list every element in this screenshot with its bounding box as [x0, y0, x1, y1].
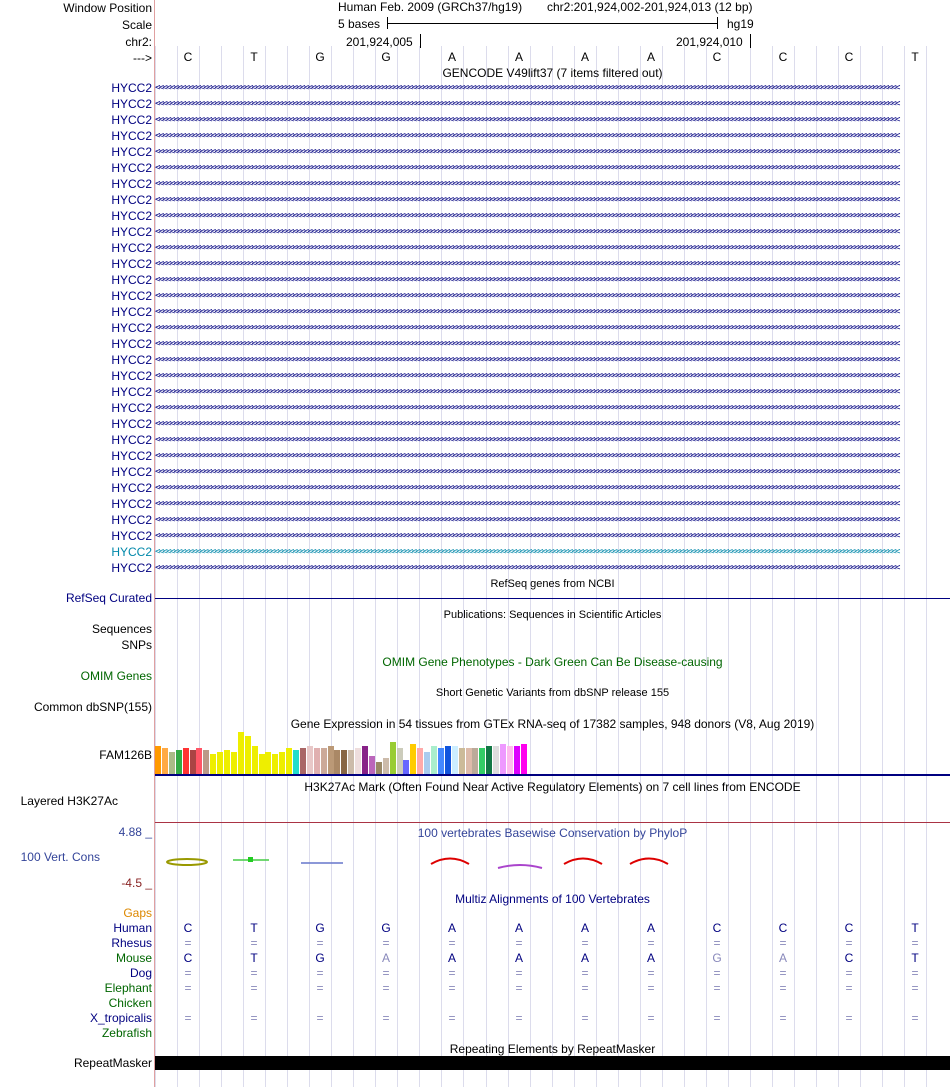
- alignment-base: =: [184, 966, 192, 980]
- alignment-base: C: [183, 921, 193, 935]
- h3k27ac-line: [155, 822, 950, 823]
- gtex-bar[interactable]: [231, 752, 237, 774]
- gene-row[interactable]: <<<<<<<<<<<<<<<<<<<<<<<<<<<<<<<<<<<<<<<<<<<<<<<<<<<<<<<<<<<<<<<<<<<<<<<<<<<<<<<<<<<<<<<<<<<<<<<<<<<<<<<<<<<<<<<<<<<<<<<<<<<<<<<<<<<<<<<<<<<<<<<<<<<<<<<<<<<<<<<<<<<<<<<<<<<<<<<<<<<<<<<<<<<<<<<<<<<<<<<<: [155, 451, 899, 461]
- alignment-base: =: [184, 1011, 192, 1025]
- base: T: [250, 50, 258, 64]
- base: G: [315, 50, 325, 64]
- gtex-bar[interactable]: [452, 746, 458, 774]
- gene-label[interactable]: HYCC2: [111, 353, 152, 367]
- gene-label[interactable]: HYCC2: [111, 113, 152, 127]
- gtex-bar[interactable]: [466, 748, 472, 774]
- alignment-base: =: [911, 936, 919, 950]
- gene-label[interactable]: HYCC2: [111, 161, 152, 175]
- gene-label[interactable]: HYCC2: [111, 433, 152, 447]
- gene-row[interactable]: <<<<<<<<<<<<<<<<<<<<<<<<<<<<<<<<<<<<<<<<<<<<<<<<<<<<<<<<<<<<<<<<<<<<<<<<<<<<<<<<<<<<<<<<<<<<<<<<<<<<<<<<<<<<<<<<<<<<<<<<<<<<<<<<<<<<<<<<<<<<<<<<<<<<<<<<<<<<<<<<<<<<<<<<<<<<<<<<<<<<<<<<<<<<<<<<<<<<<<<<: [155, 147, 899, 157]
- gtex-bar[interactable]: [293, 750, 299, 774]
- alignment-base: =: [250, 1011, 258, 1025]
- alignment-base: A: [514, 951, 523, 965]
- phylop-mark: [431, 859, 469, 865]
- alignment-base: =: [713, 966, 721, 980]
- strand-label: --->: [133, 51, 152, 65]
- gene-label[interactable]: HYCC2: [111, 305, 152, 319]
- alignment-base: =: [581, 1011, 589, 1025]
- species-label[interactable]: Dog: [129, 966, 152, 980]
- alignment-base: =: [382, 981, 390, 995]
- gene-label[interactable]: HYCC2: [111, 209, 152, 223]
- dbsnp-label[interactable]: Common dbSNP(155): [33, 700, 152, 714]
- alignment-base: =: [713, 1011, 721, 1025]
- gene-row[interactable]: <<<<<<<<<<<<<<<<<<<<<<<<<<<<<<<<<<<<<<<<<<<<<<<<<<<<<<<<<<<<<<<<<<<<<<<<<<<<<<<<<<<<<<<<<<<<<<<<<<<<<<<<<<<<<<<<<<<<<<<<<<<<<<<<<<<<<<<<<<<<<<<<<<<<<<<<<<<<<<<<<<<<<<<<<<<<<<<<<<<<<<<<<<<<<<<<<<<<<<<<: [155, 547, 899, 557]
- scale-tick-right: [717, 17, 718, 29]
- gene-row[interactable]: <<<<<<<<<<<<<<<<<<<<<<<<<<<<<<<<<<<<<<<<<<<<<<<<<<<<<<<<<<<<<<<<<<<<<<<<<<<<<<<<<<<<<<<<<<<<<<<<<<<<<<<<<<<<<<<<<<<<<<<<<<<<<<<<<<<<<<<<<<<<<<<<<<<<<<<<<<<<<<<<<<<<<<<<<<<<<<<<<<<<<<<<<<<<<<<<<<<<<<<<: [155, 339, 899, 349]
- base: T: [911, 50, 919, 64]
- alignment-base: A: [646, 921, 655, 935]
- base: C: [712, 50, 722, 64]
- gtex-bar[interactable]: [245, 736, 251, 774]
- alignment-base: =: [250, 981, 258, 995]
- base: A: [646, 50, 655, 64]
- position-text: chr2:201,924,002-201,924,013 (12 bp): [547, 0, 753, 14]
- gtex-bar[interactable]: [196, 748, 202, 774]
- base: C: [778, 50, 788, 64]
- alignment-base: =: [515, 1011, 523, 1025]
- coord-2: 201,924,010: [676, 35, 743, 49]
- gene-label[interactable]: HYCC2: [111, 385, 152, 399]
- alignment-base: A: [447, 951, 456, 965]
- alignment-base: =: [316, 966, 324, 980]
- alignment-base: =: [647, 966, 655, 980]
- gene-row[interactable]: <<<<<<<<<<<<<<<<<<<<<<<<<<<<<<<<<<<<<<<<<<<<<<<<<<<<<<<<<<<<<<<<<<<<<<<<<<<<<<<<<<<<<<<<<<<<<<<<<<<<<<<<<<<<<<<<<<<<<<<<<<<<<<<<<<<<<<<<<<<<<<<<<<<<<<<<<<<<<<<<<<<<<<<<<<<<<<<<<<<<<<<<<<<<<<<<<<<<<<<<: [155, 211, 899, 221]
- alignment-base: =: [515, 966, 523, 980]
- alignment-base: G: [381, 921, 391, 935]
- alignment-base: A: [646, 951, 655, 965]
- gtex-bar[interactable]: [459, 748, 465, 774]
- alignment-base: =: [316, 981, 324, 995]
- gtex-bar[interactable]: [383, 758, 389, 774]
- gtex-bar[interactable]: [224, 750, 230, 774]
- gtex-bar[interactable]: [300, 748, 306, 774]
- alignment-base: =: [779, 966, 787, 980]
- multiz-title[interactable]: Multiz Alignments of 100 Vertebrates: [455, 892, 650, 906]
- gene-label[interactable]: HYCC2: [111, 129, 152, 143]
- gtex-bar[interactable]: [410, 744, 416, 774]
- species-label[interactable]: Chicken: [108, 996, 152, 1010]
- scale-bar: [387, 23, 718, 24]
- gene-label[interactable]: HYCC2: [111, 145, 152, 159]
- alignment-base: =: [845, 981, 853, 995]
- gene-label[interactable]: HYCC2: [111, 97, 152, 111]
- alignment-base: =: [184, 936, 192, 950]
- gtex-bar[interactable]: [507, 746, 513, 774]
- gene-label[interactable]: HYCC2: [111, 401, 152, 415]
- gtex-bar[interactable]: [417, 748, 423, 774]
- gene-row[interactable]: <<<<<<<<<<<<<<<<<<<<<<<<<<<<<<<<<<<<<<<<<<<<<<<<<<<<<<<<<<<<<<<<<<<<<<<<<<<<<<<<<<<<<<<<<<<<<<<<<<<<<<<<<<<<<<<<<<<<<<<<<<<<<<<<<<<<<<<<<<<<<<<<<<<<<<<<<<<<<<<<<<<<<<<<<<<<<<<<<<<<<<<<<<<<<<<<<<<<<<<<: [155, 387, 899, 397]
- gtex-bar[interactable]: [203, 750, 209, 774]
- scale-label: Scale: [121, 18, 152, 32]
- alignment-base: A: [580, 921, 589, 935]
- gene-row[interactable]: <<<<<<<<<<<<<<<<<<<<<<<<<<<<<<<<<<<<<<<<<<<<<<<<<<<<<<<<<<<<<<<<<<<<<<<<<<<<<<<<<<<<<<<<<<<<<<<<<<<<<<<<<<<<<<<<<<<<<<<<<<<<<<<<<<<<<<<<<<<<<<<<<<<<<<<<<<<<<<<<<<<<<<<<<<<<<<<<<<<<<<<<<<<<<<<<<<<<<<<<: [155, 531, 899, 541]
- gene-label[interactable]: HYCC2: [111, 529, 152, 543]
- gtex-bar[interactable]: [479, 748, 485, 774]
- alignment-base: =: [250, 966, 258, 980]
- gtex-bar-chart[interactable]: [155, 730, 950, 774]
- alignment-base: G: [712, 951, 722, 965]
- gtex-title[interactable]: Gene Expression in 54 tissues from GTEx RNA-seq of 17382 samples, 948 donors (V8, Aug 2019): [290, 717, 815, 731]
- gene-row[interactable]: <<<<<<<<<<<<<<<<<<<<<<<<<<<<<<<<<<<<<<<<<<<<<<<<<<<<<<<<<<<<<<<<<<<<<<<<<<<<<<<<<<<<<<<<<<<<<<<<<<<<<<<<<<<<<<<<<<<<<<<<<<<<<<<<<<<<<<<<<<<<<<<<<<<<<<<<<<<<<<<<<<<<<<<<<<<<<<<<<<<<<<<<<<<<<<<<<<<<<<<<: [155, 227, 899, 237]
- alignment-base: =: [713, 981, 721, 995]
- gene-label[interactable]: HYCC2: [111, 513, 152, 527]
- gtex-bar[interactable]: [500, 744, 506, 774]
- gene-label[interactable]: HYCC2: [111, 337, 152, 351]
- gtex-bar[interactable]: [279, 752, 285, 774]
- gene-row[interactable]: <<<<<<<<<<<<<<<<<<<<<<<<<<<<<<<<<<<<<<<<<<<<<<<<<<<<<<<<<<<<<<<<<<<<<<<<<<<<<<<<<<<<<<<<<<<<<<<<<<<<<<<<<<<<<<<<<<<<<<<<<<<<<<<<<<<<<<<<<<<<<<<<<<<<<<<<<<<<<<<<<<<<<<<<<<<<<<<<<<<<<<<<<<<<<<<<<<<<<<<<: [155, 307, 899, 317]
- gencode-title[interactable]: GENCODE V49lift37 (7 items filtered out): [442, 66, 663, 80]
- alignment-base: T: [911, 951, 919, 965]
- alignment-base: G: [315, 951, 325, 965]
- refseq-label[interactable]: RefSeq Curated: [65, 591, 152, 605]
- gtex-bar[interactable]: [286, 748, 292, 774]
- gtex-bar[interactable]: [348, 750, 354, 774]
- alignment-base: T: [250, 921, 258, 935]
- gene-row[interactable]: <<<<<<<<<<<<<<<<<<<<<<<<<<<<<<<<<<<<<<<<<<<<<<<<<<<<<<<<<<<<<<<<<<<<<<<<<<<<<<<<<<<<<<<<<<<<<<<<<<<<<<<<<<<<<<<<<<<<<<<<<<<<<<<<<<<<<<<<<<<<<<<<<<<<<<<<<<<<<<<<<<<<<<<<<<<<<<<<<<<<<<<<<<<<<<<<<<<<<<<<: [155, 163, 899, 173]
- alignment-base: =: [779, 936, 787, 950]
- alignment-base: A: [381, 951, 390, 965]
- publications-title[interactable]: Publications: Sequences in Scientific Articles: [443, 609, 662, 621]
- gtex-label[interactable]: FAM126B: [99, 748, 152, 762]
- gene-label[interactable]: HYCC2: [111, 257, 152, 271]
- browser-image[interactable]: [155, 0, 950, 1087]
- alignment-base: C: [778, 921, 788, 935]
- alignment-base: =: [448, 1011, 456, 1025]
- species-label[interactable]: Elephant: [104, 981, 152, 995]
- refseq-line[interactable]: [155, 598, 950, 599]
- coord-2-tick: [750, 34, 751, 48]
- gtex-bar[interactable]: [493, 746, 499, 774]
- species-label[interactable]: Rhesus: [111, 936, 152, 950]
- gene-label[interactable]: HYCC2: [111, 177, 152, 191]
- species-label[interactable]: Mouse: [115, 951, 152, 965]
- gene-row[interactable]: <<<<<<<<<<<<<<<<<<<<<<<<<<<<<<<<<<<<<<<<<<<<<<<<<<<<<<<<<<<<<<<<<<<<<<<<<<<<<<<<<<<<<<<<<<<<<<<<<<<<<<<<<<<<<<<<<<<<<<<<<<<<<<<<<<<<<<<<<<<<<<<<<<<<<<<<<<<<<<<<<<<<<<<<<<<<<<<<<<<<<<<<<<<<<<<<<<<<<<<<: [155, 371, 899, 381]
- gtex-bar[interactable]: [334, 750, 340, 774]
- alignment-base: =: [448, 936, 456, 950]
- gtex-bar[interactable]: [252, 746, 258, 774]
- gene-row[interactable]: <<<<<<<<<<<<<<<<<<<<<<<<<<<<<<<<<<<<<<<<<<<<<<<<<<<<<<<<<<<<<<<<<<<<<<<<<<<<<<<<<<<<<<<<<<<<<<<<<<<<<<<<<<<<<<<<<<<<<<<<<<<<<<<<<<<<<<<<<<<<<<<<<<<<<<<<<<<<<<<<<<<<<<<<<<<<<<<<<<<<<<<<<<<<<<<<<<<<<<<<: [155, 291, 899, 301]
- alignment-base: =: [779, 981, 787, 995]
- phylop-mark: [498, 865, 542, 868]
- gtex-bar[interactable]: [514, 746, 520, 774]
- gene-row[interactable]: <<<<<<<<<<<<<<<<<<<<<<<<<<<<<<<<<<<<<<<<<<<<<<<<<<<<<<<<<<<<<<<<<<<<<<<<<<<<<<<<<<<<<<<<<<<<<<<<<<<<<<<<<<<<<<<<<<<<<<<<<<<<<<<<<<<<<<<<<<<<<<<<<<<<<<<<<<<<<<<<<<<<<<<<<<<<<<<<<<<<<<<<<<<<<<<<<<<<<<<<: [155, 435, 899, 445]
- gtex-bar[interactable]: [397, 748, 403, 774]
- gtex-bar[interactable]: [472, 748, 478, 774]
- alignment-base: =: [647, 936, 655, 950]
- base: A: [447, 50, 456, 64]
- alignment-base: C: [844, 951, 854, 965]
- omim-title[interactable]: OMIM Gene Phenotypes - Dark Green Can Be Disease-causing: [382, 655, 723, 669]
- gene-row[interactable]: <<<<<<<<<<<<<<<<<<<<<<<<<<<<<<<<<<<<<<<<<<<<<<<<<<<<<<<<<<<<<<<<<<<<<<<<<<<<<<<<<<<<<<<<<<<<<<<<<<<<<<<<<<<<<<<<<<<<<<<<<<<<<<<<<<<<<<<<<<<<<<<<<<<<<<<<<<<<<<<<<<<<<<<<<<<<<<<<<<<<<<<<<<<<<<<<<<<<<<<<: [155, 515, 899, 525]
- alignment-base: =: [911, 981, 919, 995]
- alignment-base: =: [647, 981, 655, 995]
- gene-label[interactable]: HYCC2: [111, 225, 152, 239]
- gtex-bar[interactable]: [355, 748, 361, 774]
- gene-row[interactable]: <<<<<<<<<<<<<<<<<<<<<<<<<<<<<<<<<<<<<<<<<<<<<<<<<<<<<<<<<<<<<<<<<<<<<<<<<<<<<<<<<<<<<<<<<<<<<<<<<<<<<<<<<<<<<<<<<<<<<<<<<<<<<<<<<<<<<<<<<<<<<<<<<<<<<<<<<<<<<<<<<<<<<<<<<<<<<<<<<<<<<<<<<<<<<<<<<<<<<<<<: [155, 99, 899, 109]
- phylop-mark: [248, 857, 253, 862]
- gene-label[interactable]: HYCC2: [111, 449, 152, 463]
- sequences-label[interactable]: Sequences: [91, 622, 152, 636]
- gene-label[interactable]: HYCC2: [111, 193, 152, 207]
- h3k27ac-label[interactable]: Layered H3K27Ac: [20, 794, 118, 808]
- gene-label[interactable]: HYCC2: [111, 241, 152, 255]
- alignment-base: C: [712, 921, 722, 935]
- phylop-mark: [630, 859, 668, 865]
- gene-row[interactable]: <<<<<<<<<<<<<<<<<<<<<<<<<<<<<<<<<<<<<<<<<<<<<<<<<<<<<<<<<<<<<<<<<<<<<<<<<<<<<<<<<<<<<<<<<<<<<<<<<<<<<<<<<<<<<<<<<<<<<<<<<<<<<<<<<<<<<<<<<<<<<<<<<<<<<<<<<<<<<<<<<<<<<<<<<<<<<<<<<<<<<<<<<<<<<<<<<<<<<<<<: [155, 131, 899, 141]
- gtex-bar[interactable]: [238, 732, 244, 774]
- gene-label[interactable]: HYCC2: [111, 289, 152, 303]
- phylop-label[interactable]: 100 Vert. Cons: [20, 850, 100, 864]
- alignment-base: T: [911, 921, 919, 935]
- gtex-bar[interactable]: [155, 746, 161, 774]
- gene-row[interactable]: <<<<<<<<<<<<<<<<<<<<<<<<<<<<<<<<<<<<<<<<<<<<<<<<<<<<<<<<<<<<<<<<<<<<<<<<<<<<<<<<<<<<<<<<<<<<<<<<<<<<<<<<<<<<<<<<<<<<<<<<<<<<<<<<<<<<<<<<<<<<<<<<<<<<<<<<<<<<<<<<<<<<<<<<<<<<<<<<<<<<<<<<<<<<<<<<<<<<<<<<: [155, 323, 899, 333]
- gtex-bar[interactable]: [521, 744, 527, 774]
- alignment-base: =: [911, 1011, 919, 1025]
- alignment-base: =: [515, 981, 523, 995]
- alignment-base: =: [779, 1011, 787, 1025]
- base: C: [183, 50, 193, 64]
- gene-row[interactable]: <<<<<<<<<<<<<<<<<<<<<<<<<<<<<<<<<<<<<<<<<<<<<<<<<<<<<<<<<<<<<<<<<<<<<<<<<<<<<<<<<<<<<<<<<<<<<<<<<<<<<<<<<<<<<<<<<<<<<<<<<<<<<<<<<<<<<<<<<<<<<<<<<<<<<<<<<<<<<<<<<<<<<<<<<<<<<<<<<<<<<<<<<<<<<<<<<<<<<<<<: [155, 115, 899, 125]
- gene-row[interactable]: <<<<<<<<<<<<<<<<<<<<<<<<<<<<<<<<<<<<<<<<<<<<<<<<<<<<<<<<<<<<<<<<<<<<<<<<<<<<<<<<<<<<<<<<<<<<<<<<<<<<<<<<<<<<<<<<<<<<<<<<<<<<<<<<<<<<<<<<<<<<<<<<<<<<<<<<<<<<<<<<<<<<<<<<<<<<<<<<<<<<<<<<<<<<<<<<<<<<<<<<: [155, 419, 899, 429]
- base: A: [580, 50, 589, 64]
- gene-label[interactable]: HYCC2: [111, 417, 152, 431]
- repeatmasker-label[interactable]: RepeatMasker: [73, 1056, 152, 1070]
- gene-label[interactable]: HYCC2: [111, 561, 152, 575]
- gtex-bar[interactable]: [265, 752, 271, 774]
- alignment-base: =: [581, 966, 589, 980]
- dbsnp-title[interactable]: Short Genetic Variants from dbSNP release 155: [435, 687, 670, 699]
- alignment-base: =: [184, 981, 192, 995]
- gene-label[interactable]: HYCC2: [111, 545, 152, 559]
- phylop-graph[interactable]: [155, 848, 950, 878]
- gene-row[interactable]: <<<<<<<<<<<<<<<<<<<<<<<<<<<<<<<<<<<<<<<<<<<<<<<<<<<<<<<<<<<<<<<<<<<<<<<<<<<<<<<<<<<<<<<<<<<<<<<<<<<<<<<<<<<<<<<<<<<<<<<<<<<<<<<<<<<<<<<<<<<<<<<<<<<<<<<<<<<<<<<<<<<<<<<<<<<<<<<<<<<<<<<<<<<<<<<<<<<<<<<<: [155, 563, 899, 573]
- gene-row[interactable]: <<<<<<<<<<<<<<<<<<<<<<<<<<<<<<<<<<<<<<<<<<<<<<<<<<<<<<<<<<<<<<<<<<<<<<<<<<<<<<<<<<<<<<<<<<<<<<<<<<<<<<<<<<<<<<<<<<<<<<<<<<<<<<<<<<<<<<<<<<<<<<<<<<<<<<<<<<<<<<<<<<<<<<<<<<<<<<<<<<<<<<<<<<<<<<<<<<<<<<<<: [155, 467, 899, 477]
- gene-row[interactable]: <<<<<<<<<<<<<<<<<<<<<<<<<<<<<<<<<<<<<<<<<<<<<<<<<<<<<<<<<<<<<<<<<<<<<<<<<<<<<<<<<<<<<<<<<<<<<<<<<<<<<<<<<<<<<<<<<<<<<<<<<<<<<<<<<<<<<<<<<<<<<<<<<<<<<<<<<<<<<<<<<<<<<<<<<<<<<<<<<<<<<<<<<<<<<<<<<<<<<<<<: [155, 403, 899, 413]
- alignment-base: =: [845, 966, 853, 980]
- gene-row[interactable]: <<<<<<<<<<<<<<<<<<<<<<<<<<<<<<<<<<<<<<<<<<<<<<<<<<<<<<<<<<<<<<<<<<<<<<<<<<<<<<<<<<<<<<<<<<<<<<<<<<<<<<<<<<<<<<<<<<<<<<<<<<<<<<<<<<<<<<<<<<<<<<<<<<<<<<<<<<<<<<<<<<<<<<<<<<<<<<<<<<<<<<<<<<<<<<<<<<<<<<<<: [155, 259, 899, 269]
- coord-1: 201,924,005: [346, 35, 413, 49]
- gtex-bar[interactable]: [314, 748, 320, 774]
- base: C: [844, 50, 854, 64]
- alignment-base: =: [581, 981, 589, 995]
- gtex-bar[interactable]: [403, 760, 409, 774]
- gtex-bar[interactable]: [183, 748, 189, 774]
- alignment-base: =: [316, 1011, 324, 1025]
- gtex-bar[interactable]: [390, 742, 396, 774]
- gene-label[interactable]: HYCC2: [111, 465, 152, 479]
- alignment-base: =: [448, 981, 456, 995]
- alignment-base: =: [448, 966, 456, 980]
- alignment-base: T: [250, 951, 258, 965]
- alignment-base: A: [580, 951, 589, 965]
- refseq-title[interactable]: RefSeq genes from NCBI: [490, 578, 615, 590]
- h3k27ac-title[interactable]: H3K27Ac Mark (Often Found Near Active Regulatory Elements) on 7 cell lines from ENCODE: [304, 780, 801, 794]
- gtex-bar[interactable]: [321, 748, 327, 774]
- gtex-bar[interactable]: [176, 750, 182, 774]
- gene-row[interactable]: <<<<<<<<<<<<<<<<<<<<<<<<<<<<<<<<<<<<<<<<<<<<<<<<<<<<<<<<<<<<<<<<<<<<<<<<<<<<<<<<<<<<<<<<<<<<<<<<<<<<<<<<<<<<<<<<<<<<<<<<<<<<<<<<<<<<<<<<<<<<<<<<<<<<<<<<<<<<<<<<<<<<<<<<<<<<<<<<<<<<<<<<<<<<<<<<<<<<<<<<: [155, 195, 899, 205]
- alignment-base: =: [250, 936, 258, 950]
- gtex-bar[interactable]: [438, 748, 444, 774]
- alignment-base: =: [845, 936, 853, 950]
- gtex-bar[interactable]: [424, 752, 430, 774]
- gtex-bar[interactable]: [328, 746, 334, 774]
- gtex-bar[interactable]: [431, 746, 437, 774]
- alignment-base: A: [778, 951, 787, 965]
- gtex-bar[interactable]: [376, 762, 382, 774]
- scale-bases-text: 5 bases: [338, 17, 381, 31]
- phylop-max-label: 4.88 _: [118, 825, 152, 839]
- assembly-text: Human Feb. 2009 (GRCh37/hg19): [338, 0, 523, 14]
- phylop-min-label: -4.5 _: [121, 876, 152, 890]
- alignment-base: =: [581, 936, 589, 950]
- gtex-bar[interactable]: [272, 754, 278, 774]
- window-position-label: Window Position: [63, 1, 152, 15]
- gtex-bar[interactable]: [307, 746, 313, 774]
- track-labels: [0, 0, 155, 1087]
- gtex-bar[interactable]: [445, 746, 451, 774]
- gtex-bar[interactable]: [362, 746, 368, 774]
- gene-label[interactable]: HYCC2: [111, 369, 152, 383]
- gene-label[interactable]: HYCC2: [111, 321, 152, 335]
- gene-label[interactable]: HYCC2: [111, 497, 152, 511]
- alignment-base: C: [844, 921, 854, 935]
- alignment-base: =: [911, 966, 919, 980]
- gtex-baseline: [155, 774, 950, 776]
- gtex-bar[interactable]: [190, 750, 196, 774]
- species-label[interactable]: Gaps: [123, 906, 152, 920]
- gtex-bar[interactable]: [162, 748, 168, 774]
- gene-row[interactable]: <<<<<<<<<<<<<<<<<<<<<<<<<<<<<<<<<<<<<<<<<<<<<<<<<<<<<<<<<<<<<<<<<<<<<<<<<<<<<<<<<<<<<<<<<<<<<<<<<<<<<<<<<<<<<<<<<<<<<<<<<<<<<<<<<<<<<<<<<<<<<<<<<<<<<<<<<<<<<<<<<<<<<<<<<<<<<<<<<<<<<<<<<<<<<<<<<<<<<<<<: [155, 275, 899, 285]
- snps-label[interactable]: SNPs: [121, 638, 152, 652]
- gene-label[interactable]: HYCC2: [111, 81, 152, 95]
- gene-row[interactable]: <<<<<<<<<<<<<<<<<<<<<<<<<<<<<<<<<<<<<<<<<<<<<<<<<<<<<<<<<<<<<<<<<<<<<<<<<<<<<<<<<<<<<<<<<<<<<<<<<<<<<<<<<<<<<<<<<<<<<<<<<<<<<<<<<<<<<<<<<<<<<<<<<<<<<<<<<<<<<<<<<<<<<<<<<<<<<<<<<<<<<<<<<<<<<<<<<<<<<<<<: [155, 499, 899, 509]
- alignment-base: A: [514, 921, 523, 935]
- repeatmasker-bar[interactable]: [155, 1056, 950, 1070]
- gtex-bar[interactable]: [486, 746, 492, 774]
- alignment-base: =: [382, 936, 390, 950]
- alignment-base: A: [447, 921, 456, 935]
- coord-1-tick: [420, 34, 421, 48]
- gene-label[interactable]: HYCC2: [111, 273, 152, 287]
- omim-label[interactable]: OMIM Genes: [80, 669, 152, 683]
- base: A: [514, 50, 523, 64]
- alignment-base: =: [713, 936, 721, 950]
- species-label[interactable]: Zebrafish: [101, 1026, 152, 1040]
- base: G: [381, 50, 391, 64]
- gtex-bar[interactable]: [210, 754, 216, 774]
- alignment-base: =: [515, 936, 523, 950]
- alignment-base: C: [183, 951, 193, 965]
- alignment-base: =: [382, 966, 390, 980]
- phylop-mark: [564, 859, 602, 865]
- gene-row[interactable]: <<<<<<<<<<<<<<<<<<<<<<<<<<<<<<<<<<<<<<<<<<<<<<<<<<<<<<<<<<<<<<<<<<<<<<<<<<<<<<<<<<<<<<<<<<<<<<<<<<<<<<<<<<<<<<<<<<<<<<<<<<<<<<<<<<<<<<<<<<<<<<<<<<<<<<<<<<<<<<<<<<<<<<<<<<<<<<<<<<<<<<<<<<<<<<<<<<<<<<<<: [155, 483, 899, 493]
- species-label[interactable]: X_tropicalis: [89, 1011, 152, 1025]
- gtex-bar[interactable]: [341, 750, 347, 774]
- db-text: hg19: [727, 17, 754, 31]
- alignment-base: =: [647, 1011, 655, 1025]
- alignment-base: G: [315, 921, 325, 935]
- chrom-label: chr2:: [125, 35, 152, 49]
- alignment-base: =: [845, 1011, 853, 1025]
- alignment-base: =: [382, 1011, 390, 1025]
- phylop-title[interactable]: 100 vertebrates Basewise Conservation by PhyloP: [417, 826, 688, 840]
- gtex-bar[interactable]: [217, 752, 223, 774]
- gene-row[interactable]: <<<<<<<<<<<<<<<<<<<<<<<<<<<<<<<<<<<<<<<<<<<<<<<<<<<<<<<<<<<<<<<<<<<<<<<<<<<<<<<<<<<<<<<<<<<<<<<<<<<<<<<<<<<<<<<<<<<<<<<<<<<<<<<<<<<<<<<<<<<<<<<<<<<<<<<<<<<<<<<<<<<<<<<<<<<<<<<<<<<<<<<<<<<<<<<<<<<<<<<<: [155, 179, 899, 189]
- repeatmasker-title[interactable]: Repeating Elements by RepeatMasker: [449, 1042, 656, 1056]
- gtex-bar[interactable]: [169, 752, 175, 774]
- gtex-bar[interactable]: [369, 756, 375, 774]
- phylop-mark: [167, 859, 207, 865]
- gene-row[interactable]: <<<<<<<<<<<<<<<<<<<<<<<<<<<<<<<<<<<<<<<<<<<<<<<<<<<<<<<<<<<<<<<<<<<<<<<<<<<<<<<<<<<<<<<<<<<<<<<<<<<<<<<<<<<<<<<<<<<<<<<<<<<<<<<<<<<<<<<<<<<<<<<<<<<<<<<<<<<<<<<<<<<<<<<<<<<<<<<<<<<<<<<<<<<<<<<<<<<<<<<<: [155, 243, 899, 253]
- species-label[interactable]: Human: [113, 921, 152, 935]
- gtex-bar[interactable]: [259, 754, 265, 774]
- alignment-base: =: [316, 936, 324, 950]
- gene-row[interactable]: <<<<<<<<<<<<<<<<<<<<<<<<<<<<<<<<<<<<<<<<<<<<<<<<<<<<<<<<<<<<<<<<<<<<<<<<<<<<<<<<<<<<<<<<<<<<<<<<<<<<<<<<<<<<<<<<<<<<<<<<<<<<<<<<<<<<<<<<<<<<<<<<<<<<<<<<<<<<<<<<<<<<<<<<<<<<<<<<<<<<<<<<<<<<<<<<<<<<<<<<: [155, 355, 899, 365]
- gene-label[interactable]: HYCC2: [111, 481, 152, 495]
- gene-row[interactable]: <<<<<<<<<<<<<<<<<<<<<<<<<<<<<<<<<<<<<<<<<<<<<<<<<<<<<<<<<<<<<<<<<<<<<<<<<<<<<<<<<<<<<<<<<<<<<<<<<<<<<<<<<<<<<<<<<<<<<<<<<<<<<<<<<<<<<<<<<<<<<<<<<<<<<<<<<<<<<<<<<<<<<<<<<<<<<<<<<<<<<<<<<<<<<<<<<<<<<<<<: [155, 83, 899, 93]
